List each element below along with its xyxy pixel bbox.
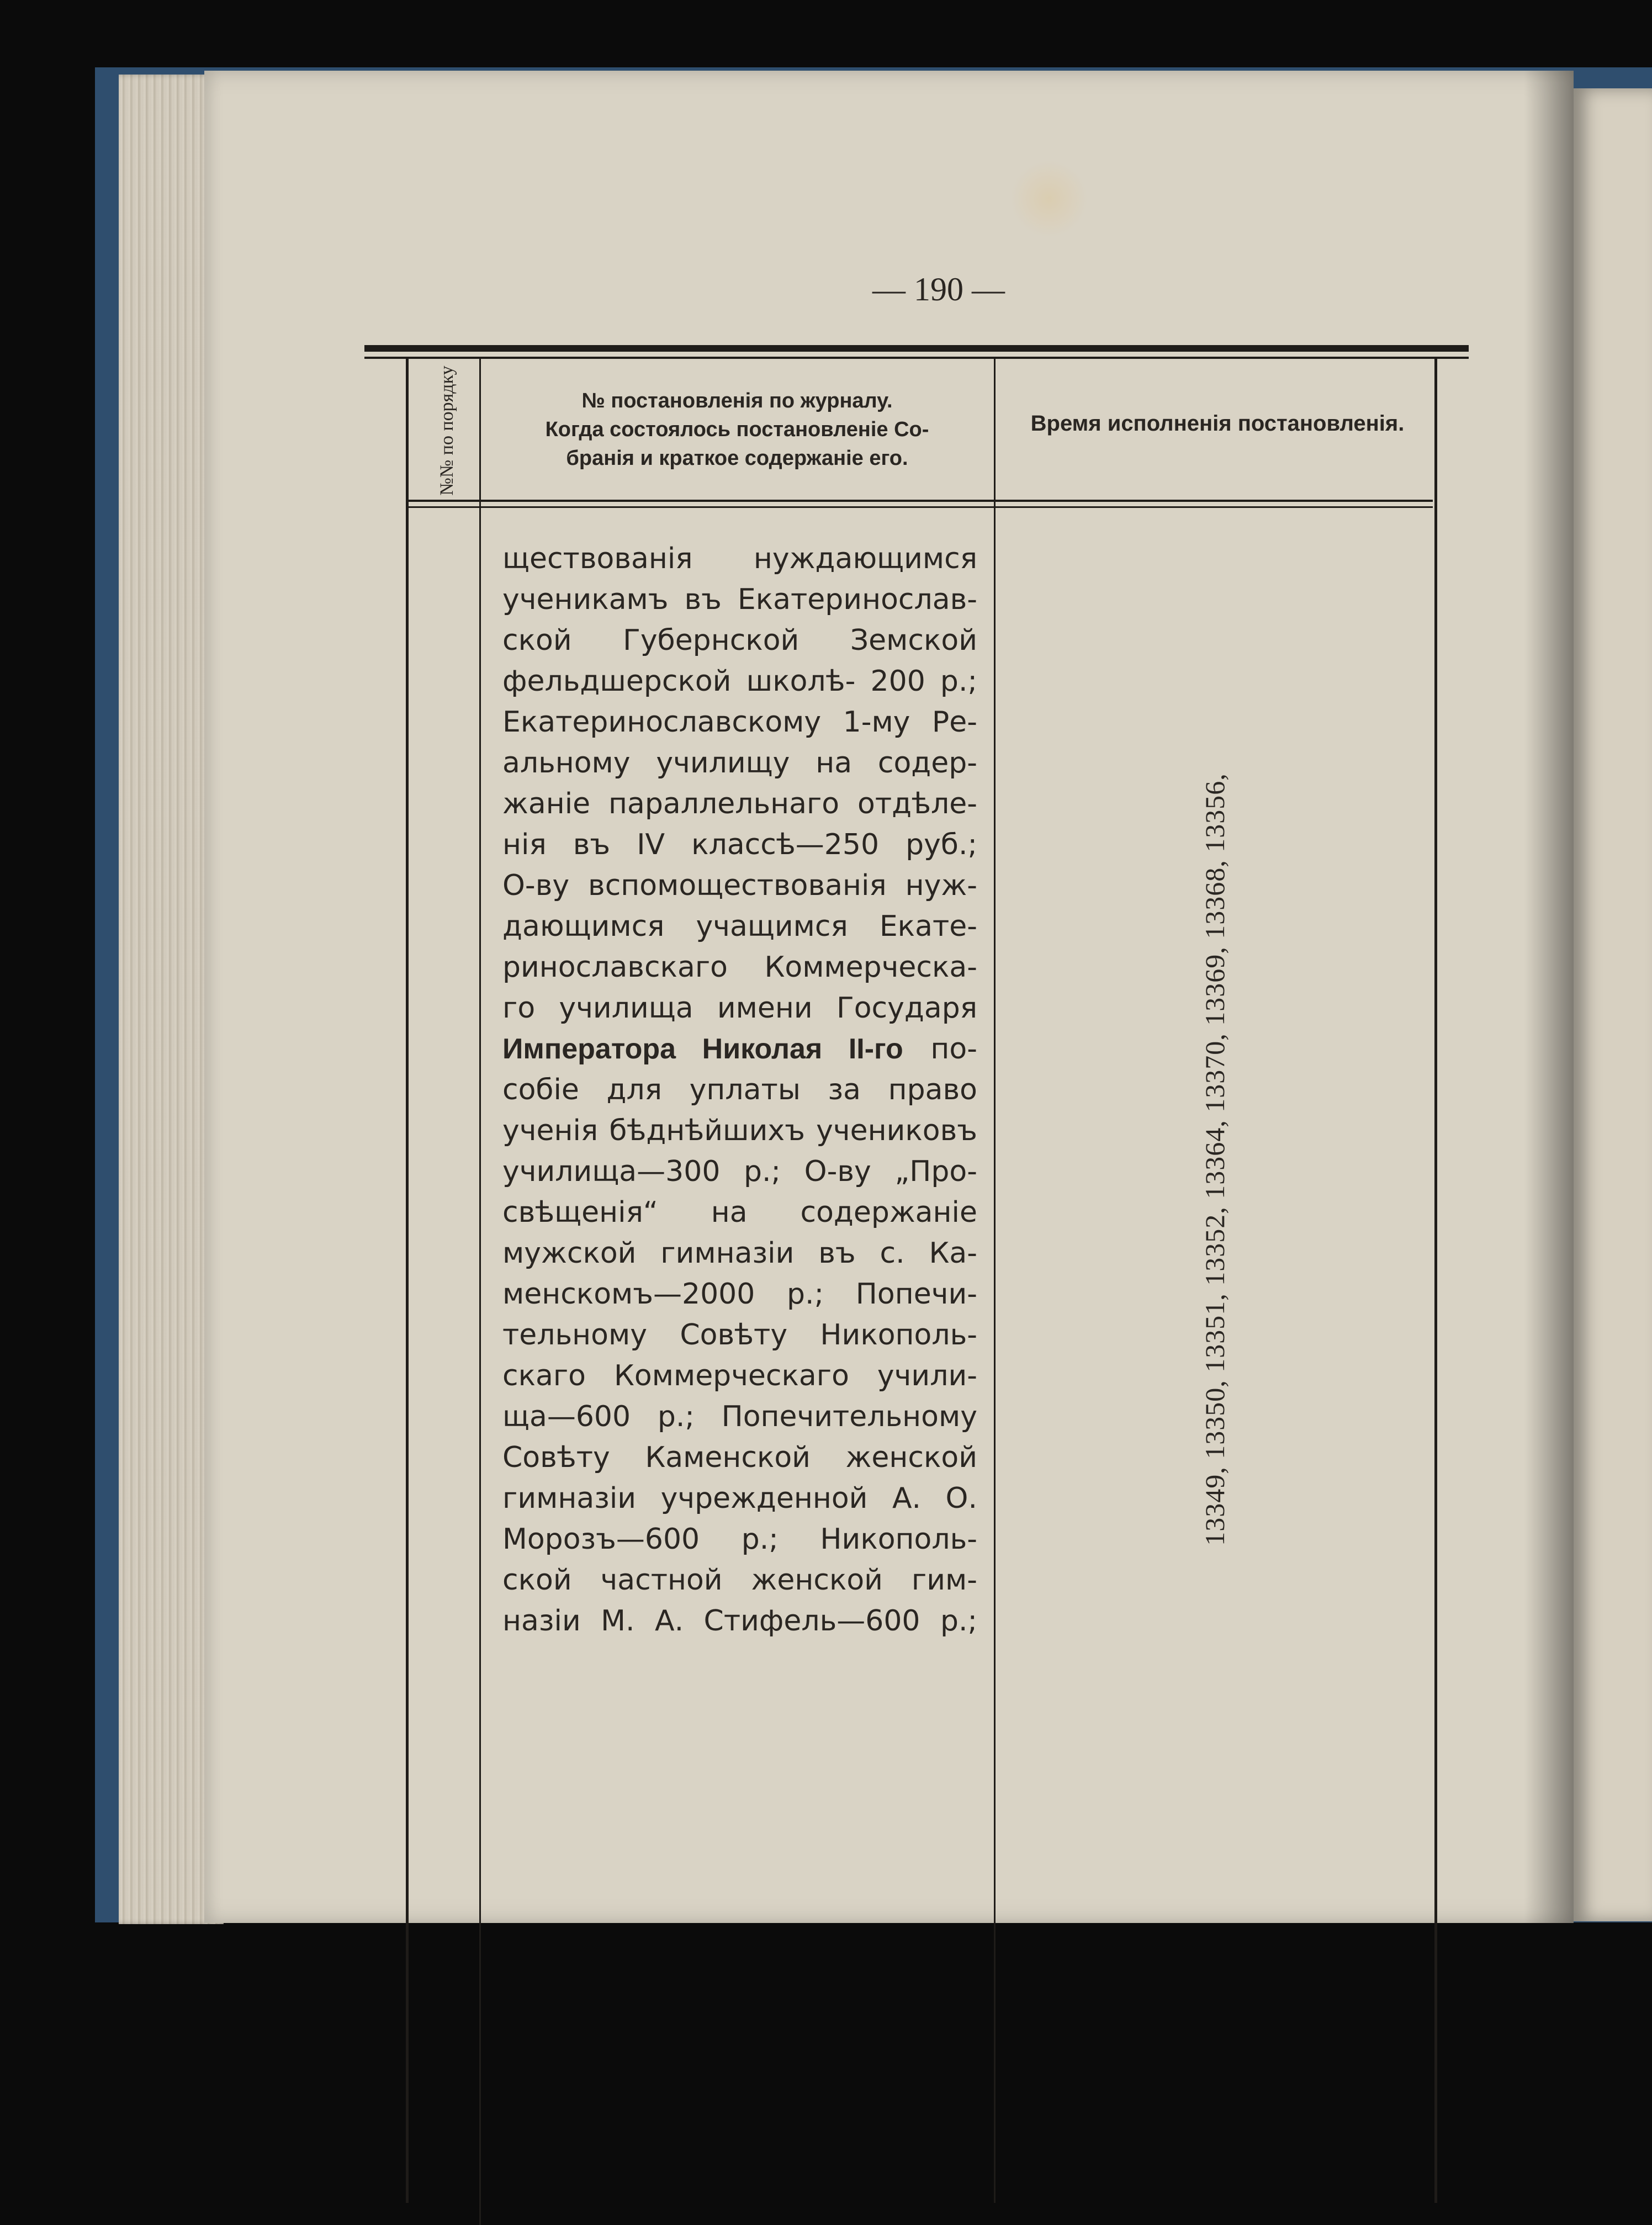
table-top-rule-thin (364, 357, 1469, 359)
header-number-label: №№ по порядку (437, 365, 457, 496)
body-line: О-ву вспомоществованія нуж- (502, 869, 977, 902)
body-line-suffix: по- (903, 1032, 978, 1066)
column-divider-1 (479, 359, 481, 2225)
header-bottom-rule (406, 500, 1433, 502)
body-line-bold (502, 1029, 977, 1069)
body-line: мужской гимназіи въ с. Ка- (502, 1237, 977, 1270)
body-line: менскомъ—2000 р.; Попечи- (502, 1278, 977, 1311)
header-cell-description (486, 386, 988, 473)
body-line: ща—600 р.; Попечительному (502, 1400, 977, 1433)
body-line: училища—300 р.; О-ву „Про- (502, 1155, 977, 1188)
body-line: Екатеринославскому 1-му Ре- (502, 706, 977, 739)
header-description-line: бранія и краткое содержаніе его. (566, 447, 908, 470)
facing-page-edge (1574, 88, 1652, 1921)
body-line: Морозъ—600 р.; Никополь- (502, 1523, 977, 1556)
header-bottom-rule-thin (406, 506, 1433, 508)
body-line: скаго Коммерческаго учили- (502, 1359, 977, 1392)
paper-stain (1010, 160, 1088, 237)
body-line: Совѣту Каменской женской (502, 1441, 977, 1474)
body-line: альному училищу на содер- (502, 746, 977, 780)
body-line: го училища имени Государя (502, 992, 977, 1025)
body-line: дающимся учащимся Екате- (502, 910, 977, 943)
header-description-line: Когда состоялось постановленіе Со- (545, 418, 929, 441)
body-line: собіе для уплаты за право (502, 1073, 977, 1106)
body-line: ученикамъ въ Екатеринослав- (502, 583, 977, 616)
header-cell-number (420, 364, 475, 497)
gutter-shadow (1524, 71, 1574, 1923)
column-divider-2 (994, 359, 996, 2203)
body-line: фельдшерской школѣ- 200 р.; (502, 665, 977, 698)
body-line: ринославскаго Коммерческа- (502, 951, 977, 984)
body-line: ществованія нуждающимся (502, 542, 977, 575)
table-right-border (1434, 359, 1437, 2203)
page-number: — 190 — (872, 271, 1005, 308)
body-line: ученія бѣднѣйшихъ учениковъ (502, 1114, 977, 1147)
body-line: гимназіи учрежденной А. О. (502, 1482, 977, 1515)
body-line: свѣщенія“ на содержаніе (502, 1196, 977, 1229)
table-top-rule (364, 345, 1469, 352)
body-line: ской Губернской Земской (502, 624, 977, 657)
body-line: ской частной женской гим- (502, 1564, 977, 1597)
body-line: тельному Совѣту Никополь- (502, 1318, 977, 1352)
body-line: назіи М. А. Стифель—600 р.; (502, 1604, 977, 1638)
body-line: жаніе параллельнаго отдѣле- (502, 787, 977, 820)
journal-numbers-vertical: 13349, 13350, 13351, 13352, 13364, 13370, 13369, 13368, 13356, (1199, 773, 1230, 1546)
header-cell-time: Время исполненія постановленія. (1030, 411, 1405, 436)
description-body (502, 538, 977, 1641)
table-left-border (406, 359, 409, 2203)
bold-emphasis: Императора Николая II-го (502, 1033, 903, 1065)
body-line: нія въ IV классѣ—250 руб.; (502, 828, 977, 861)
header-description-line: № постановленія по журналу. (581, 389, 893, 412)
